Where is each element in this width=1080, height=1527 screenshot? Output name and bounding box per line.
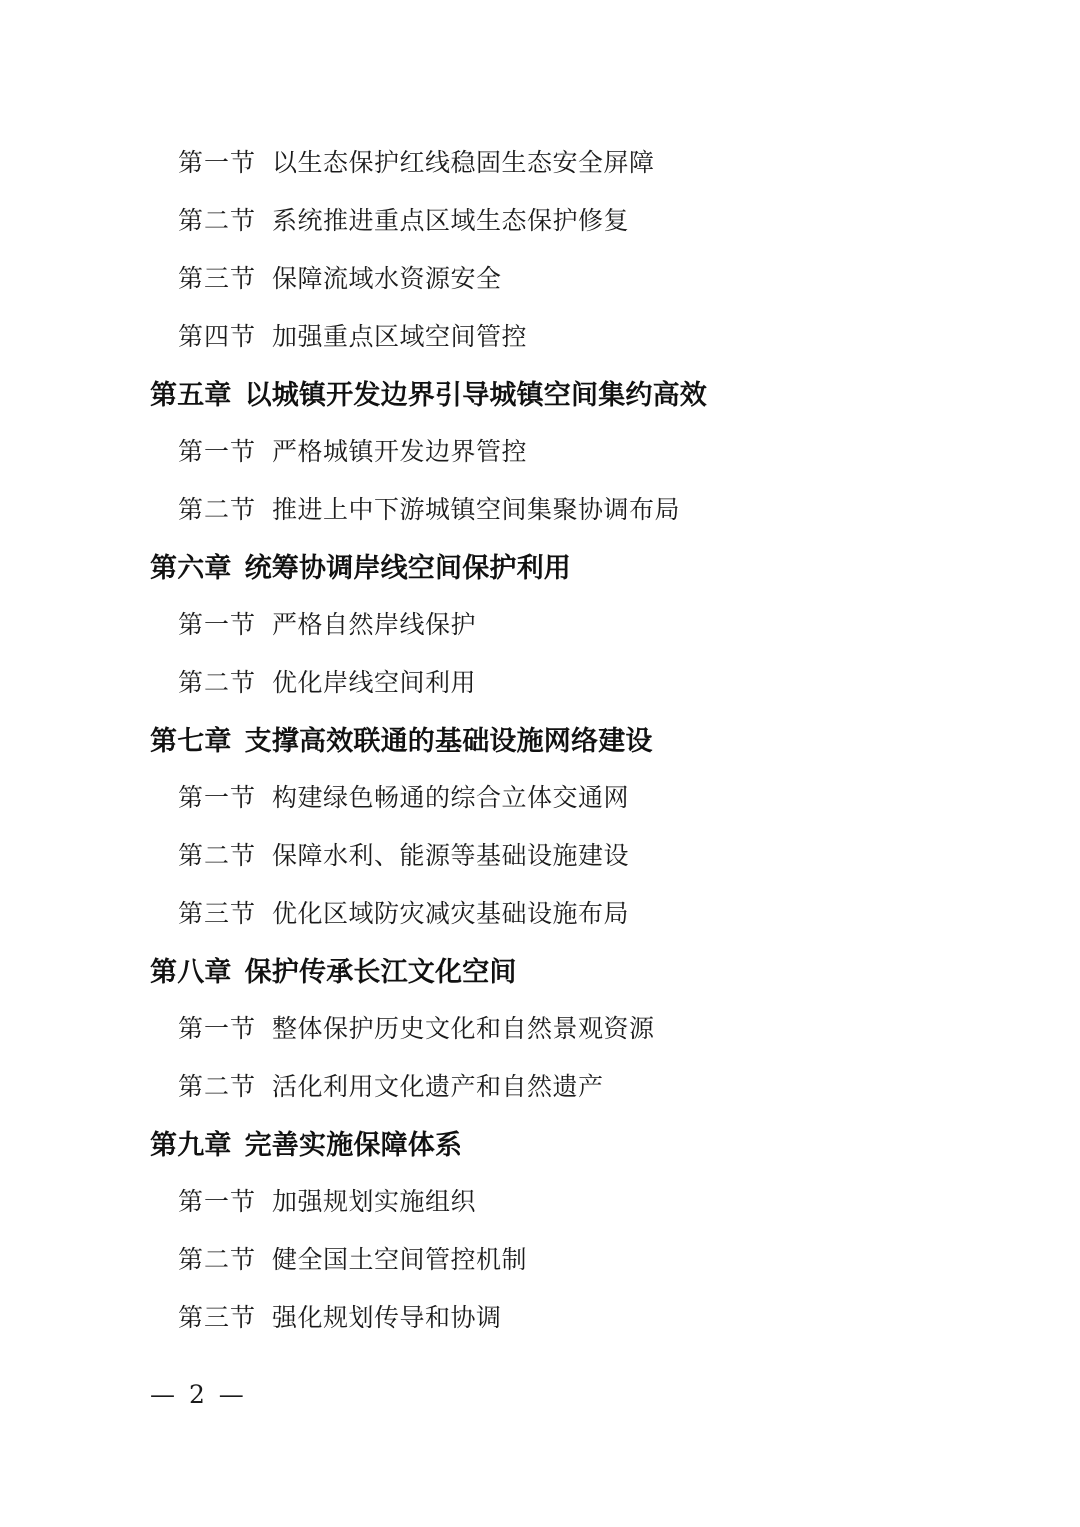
toc-chapter-entry[interactable]	[150, 1132, 960, 1159]
toc-entry-title: 完善实施保障体系	[244, 1130, 463, 1161]
toc-entry-number: 第一节	[178, 1187, 257, 1216]
toc-entry-number: 第二节	[178, 668, 257, 697]
toc-entry-title: 推进上中下游城镇空间集聚协调布局	[272, 495, 681, 524]
toc-entry-number: 第二节	[178, 1245, 257, 1274]
toc-section-entry[interactable]	[150, 324, 960, 349]
toc-entry-title: 系统推进重点区域生态保护修复	[272, 206, 630, 235]
toc-section-entry[interactable]	[150, 1016, 960, 1041]
toc-entry-title: 以生态保护红线稳固生态安全屏障	[272, 148, 655, 177]
toc-section-entry[interactable]	[150, 670, 960, 695]
toc-entry-number: 第四节	[178, 322, 257, 351]
toc-entry-number: 第三节	[178, 264, 257, 293]
toc-entry-number: 第九章	[150, 1130, 232, 1161]
toc-entry-title: 保障水利、能源等基础设施建设	[272, 841, 630, 870]
toc-section-entry[interactable]	[150, 901, 960, 926]
toc-entry-number: 第一节	[178, 1014, 257, 1043]
toc-section-entry[interactable]	[150, 497, 960, 522]
toc-entry-title: 优化岸线空间利用	[272, 668, 477, 697]
toc-chapter-entry[interactable]	[150, 959, 960, 986]
toc-entry-title: 加强重点区域空间管控	[272, 322, 528, 351]
toc-entry-number: 第二节	[178, 841, 257, 870]
toc-entry-number: 第七章	[150, 726, 232, 757]
toc-chapter-entry[interactable]	[150, 555, 960, 582]
toc-section-entry[interactable]	[150, 1074, 960, 1099]
toc-section-entry[interactable]	[150, 843, 960, 868]
toc-section-entry[interactable]	[150, 785, 960, 810]
toc-entry-title: 严格城镇开发边界管控	[272, 437, 528, 466]
toc-entry-number: 第一节	[178, 610, 257, 639]
toc-entry-number: 第二节	[178, 206, 257, 235]
toc-entry-title: 整体保护历史文化和自然景观资源	[272, 1014, 655, 1043]
toc-section-entry[interactable]	[150, 1305, 960, 1330]
toc-entry-title: 健全国土空间管控机制	[272, 1245, 528, 1274]
table-of-contents	[150, 150, 960, 1330]
toc-entry-number: 第一节	[178, 783, 257, 812]
toc-section-entry[interactable]	[150, 439, 960, 464]
toc-section-entry[interactable]	[150, 1189, 960, 1214]
toc-entry-title: 构建绿色畅通的综合立体交通网	[272, 783, 630, 812]
toc-entry-title: 保护传承长江文化空间	[244, 957, 517, 988]
toc-entry-title: 以城镇开发边界引导城镇空间集约高效	[244, 380, 708, 411]
toc-entry-number: 第二节	[178, 1072, 257, 1101]
toc-entry-number: 第六章	[150, 553, 232, 584]
toc-entry-number: 第一节	[178, 437, 257, 466]
toc-section-entry[interactable]	[150, 150, 960, 175]
toc-entry-title: 优化区域防灾减灾基础设施布局	[272, 899, 630, 928]
toc-entry-title: 活化利用文化遗产和自然遗产	[272, 1072, 604, 1101]
toc-chapter-entry[interactable]	[150, 382, 960, 409]
toc-entry-title: 支撑高效联通的基础设施网络建设	[244, 726, 653, 757]
toc-chapter-entry[interactable]	[150, 728, 960, 755]
toc-entry-number: 第一节	[178, 148, 257, 177]
toc-entry-number: 第二节	[178, 495, 257, 524]
toc-section-entry[interactable]	[150, 612, 960, 637]
toc-section-entry[interactable]	[150, 208, 960, 233]
toc-entry-number: 第五章	[150, 380, 232, 411]
toc-entry-number: 第三节	[178, 899, 257, 928]
toc-entry-number: 第三节	[178, 1303, 257, 1332]
toc-section-entry[interactable]	[150, 266, 960, 291]
toc-entry-number: 第八章	[150, 957, 232, 988]
toc-entry-title: 严格自然岸线保护	[272, 610, 477, 639]
page-number: — 2 —	[150, 1380, 247, 1409]
toc-entry-title: 保障流域水资源安全	[272, 264, 502, 293]
toc-entry-title: 统筹协调岸线空间保护利用	[244, 553, 572, 584]
toc-entry-title: 加强规划实施组织	[272, 1187, 477, 1216]
toc-entry-title: 强化规划传导和协调	[272, 1303, 502, 1332]
toc-section-entry[interactable]	[150, 1247, 960, 1272]
